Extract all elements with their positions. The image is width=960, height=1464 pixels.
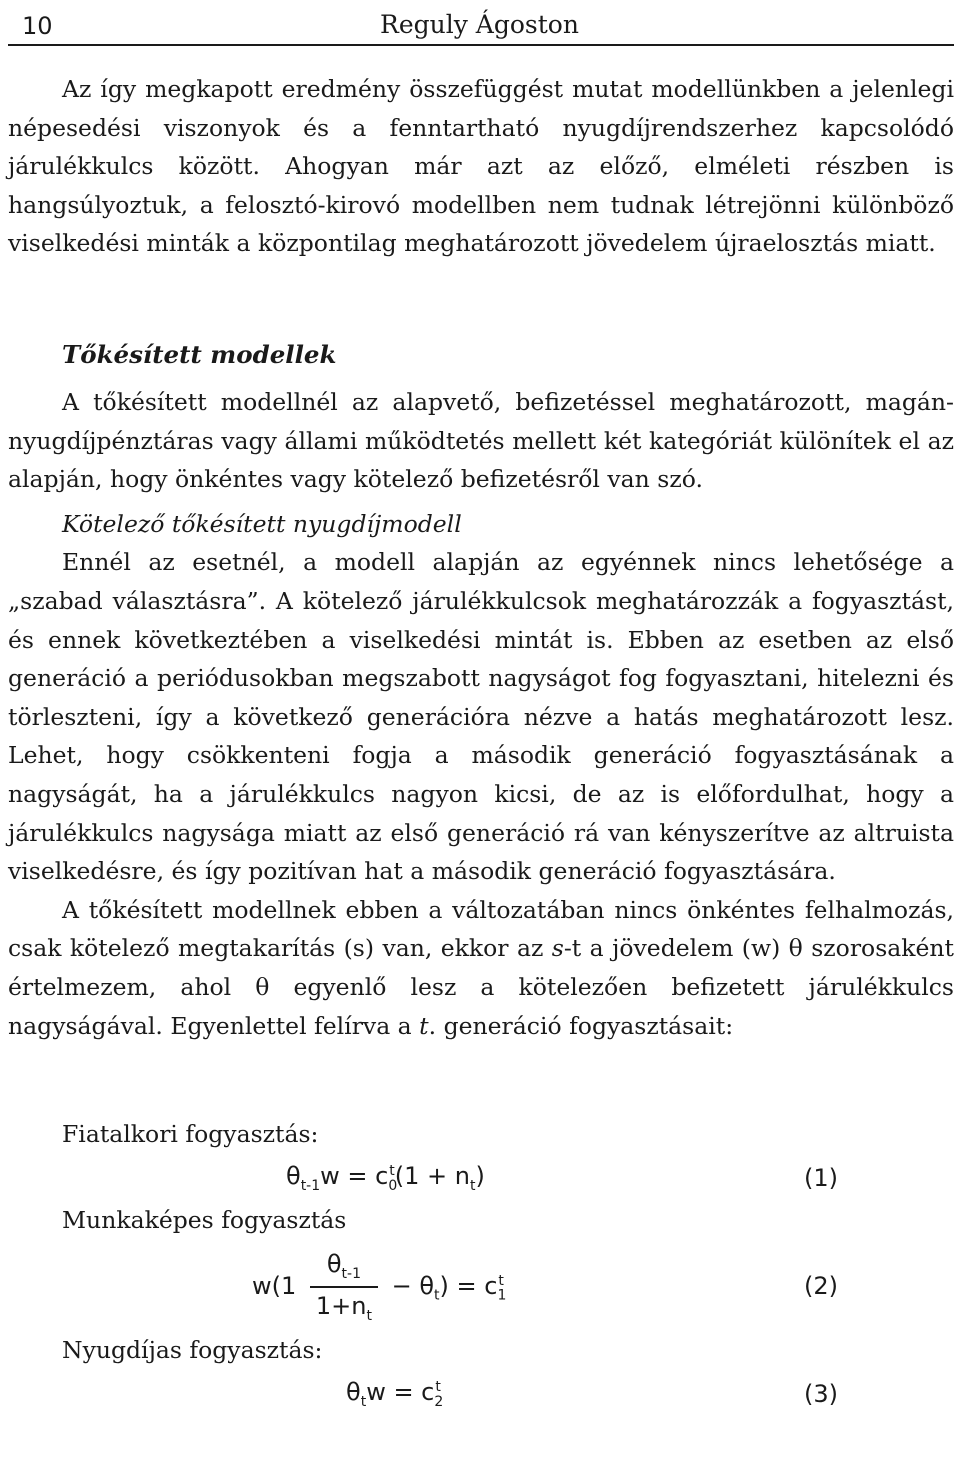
paragraph3-part-c: . generáció fogyasztásait: xyxy=(428,1011,734,1040)
formula-label-2: Munkaképes fogyasztás xyxy=(62,1206,347,1234)
equation-1: $\theta_{t-1}w = c_0^t(1 + n_t)$ xyxy=(286,1162,485,1194)
equation-3: $\theta_tw = c_2^t$ xyxy=(346,1378,444,1410)
equation-number-1: (1) xyxy=(804,1164,838,1192)
equation-number-2: (2) xyxy=(804,1272,838,1300)
paragraph3-var-s: s xyxy=(551,934,564,963)
paragraph3-part-b: -t a jövedelem (w) θ szorosaként értelmezem, ahol θ egyenlő lesz a kötelezően befizetett járulékkulcs nagyságával. Egyenlettel felírva a xyxy=(8,934,954,1040)
section-paragraph: A tőkésített modellnél az alapvető, befizetéssel meghatározott, magán-nyugdíjpénztáras vagy állami működtetés mellett két kategóriát különítek el az alapján, hogy önkéntes vagy kötelező befizetésről van szó. xyxy=(8,388,954,494)
intro-block xyxy=(8,70,954,263)
equation-number-3: (3) xyxy=(804,1380,838,1408)
running-head: Reguly Ágoston xyxy=(380,10,579,39)
section-block xyxy=(8,383,954,1045)
section-heading: Tőkésített modellek xyxy=(62,340,337,369)
intro-paragraph: Az így megkapott eredmény összefüggést mutat modellünkben a jelenlegi népesedési viszonyok és a fenntartható nyugdíjrendszerhez kapcsolódó járulékkulcs között. Ahogyan már azt az előző, elméleti részben is hangsúlyoztuk, a felosztó-kirovó modellben nem tudnak létrejönni különböző viselkedési minták a központilag meghatározott jövedelem újraelosztás miatt. xyxy=(8,75,954,258)
paragraph3-part-a: A tőkésített modellnek ebben a változatában nincs önkéntes felhalmozás, csak kötelező megtakarítás (s) van, ekkor az xyxy=(8,895,954,963)
section-paragraph-3 xyxy=(8,891,954,1045)
page-header xyxy=(8,4,954,46)
fraction: $\frac{\theta_{t-1}}{1+n_t}$ xyxy=(310,1250,378,1324)
page-number: 10 xyxy=(22,12,53,40)
section-paragraph-2: Ennél az esetnél, a modell alapján az egyénnek nincs lehetősége a „szabad választásra”. A kötelező járulékkulcsok meghatározzák a fogyasztást, és ennek következtében a viselkedési mintát is. Ebben az esetben az első generáció a periódusokban megszabott nagyságot fog fogyasztani, hitelezni és törleszteni, így a következő generációra nézve a hatás meghatározott lesz. Lehet, hogy csökkenteni fogja a második generáció fogyasztásának a nagyságát, ha a járulékkulcs nagyon kicsi, de az is előfordulhat, hogy a járulékkulcs nagysága miatt az első generáció rá van kényszerítve az altruista viselkedésre, és így pozitívan hat a második generáció fogyasztására. xyxy=(8,548,954,886)
sub-heading: Kötelező tőkésített nyugdíjmodell xyxy=(62,509,462,538)
formula-label-1: Fiatalkori fogyasztás: xyxy=(62,1120,319,1148)
paragraph3-var-t: t xyxy=(419,1011,429,1040)
equation-2: w(1 $\frac{\theta_{t-1}}{1+n_t}$ − $\theta_t) = c_1^t$ xyxy=(252,1250,507,1324)
formula-label-3: Nyugdíjas fogyasztás: xyxy=(62,1336,323,1364)
